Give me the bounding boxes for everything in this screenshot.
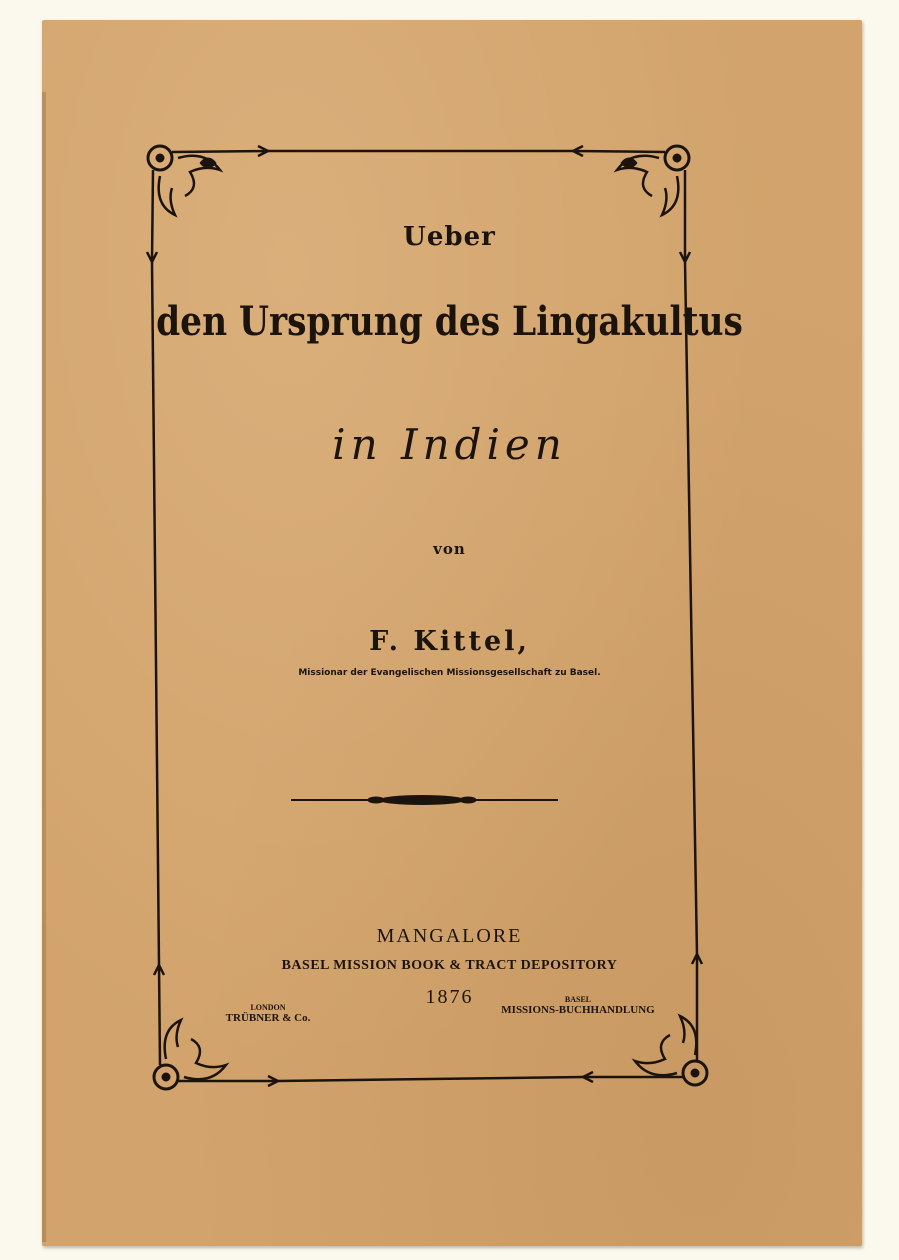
agent-left-name: TRÜBNER & Co. [225, 1012, 311, 1024]
imprint-publisher: BASEL MISSION BOOK & TRACT DEPOSITORY [281, 958, 618, 973]
decorative-rule [291, 796, 558, 805]
corner-ornament-bottom-left [154, 965, 278, 1089]
title-line-1: Ueber [403, 222, 496, 252]
agent-left-city: LONDON [250, 1003, 286, 1012]
title-line-2: den Ursprung des Lingakultus [156, 298, 743, 345]
frame-left-line [152, 262, 159, 965]
frame-bottom-line [278, 1077, 583, 1081]
imprint-year: 1876 [425, 986, 474, 1008]
agent-right-city: BASEL [564, 995, 592, 1004]
agent-left [208, 1002, 328, 1024]
frame-right-line [685, 262, 697, 955]
byline-von: von [433, 540, 466, 558]
agent-right-name: MISSIONS-BUCHHANDLUNG [501, 1004, 655, 1016]
author-affiliation: Missionar der Evangelischen Missionsgesellschaft zu Basel. [298, 668, 601, 678]
agent-right [486, 994, 670, 1016]
imprint-place: MANGALORE [376, 925, 523, 947]
author-name: F. Kittel, [369, 626, 530, 657]
title-line-3: in Indien [332, 420, 567, 469]
